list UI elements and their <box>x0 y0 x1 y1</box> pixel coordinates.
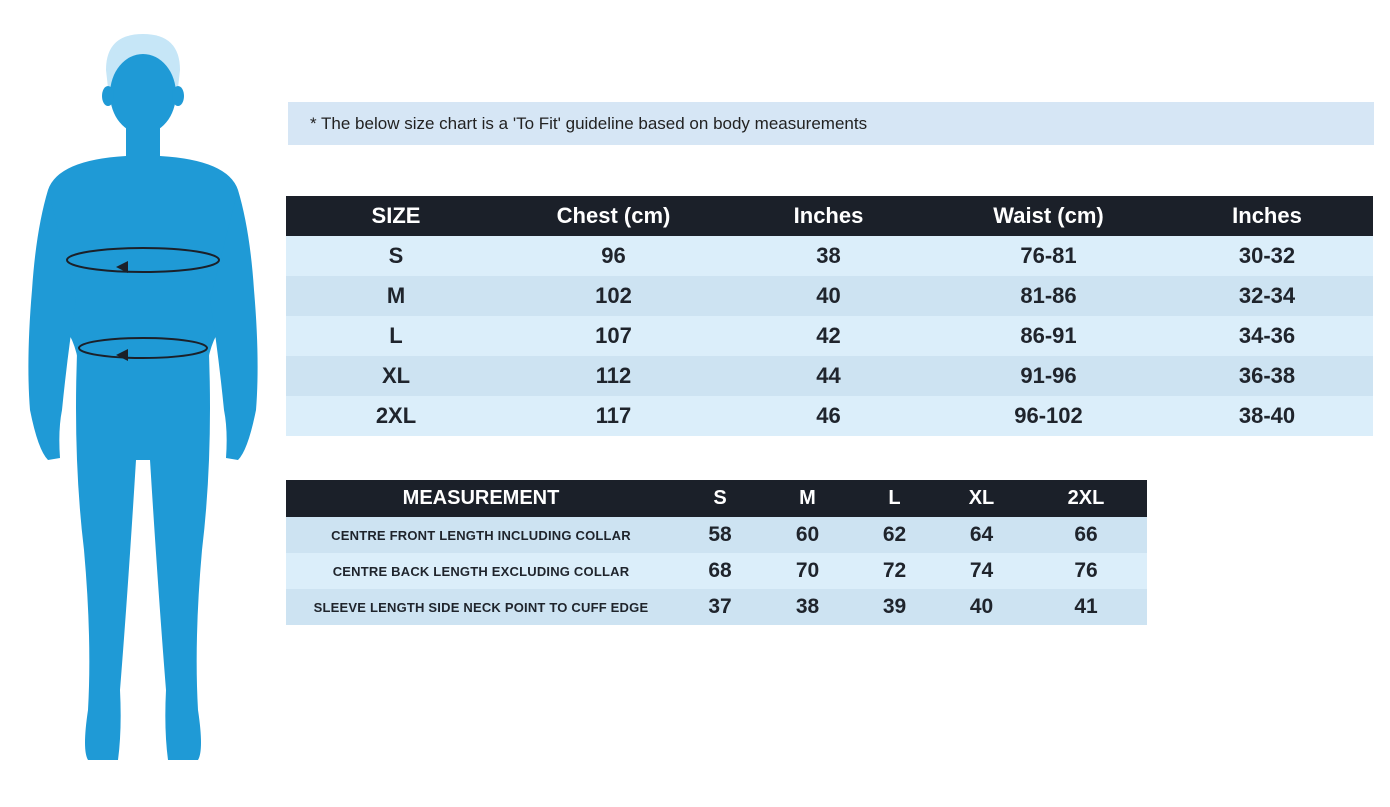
measurement-value-2xl: 41 <box>1025 589 1147 625</box>
size-m-header: M <box>764 480 851 517</box>
chest-inches-cell: 38 <box>721 236 936 276</box>
waist-cm-cell: 76-81 <box>936 236 1161 276</box>
waist-cm-cell: 91-96 <box>936 356 1161 396</box>
table-row <box>286 236 1373 276</box>
measurement-value-l: 62 <box>851 517 938 553</box>
measurement-value-s: 68 <box>676 553 764 589</box>
chest-inches-cell: 44 <box>721 356 936 396</box>
measurement-value-l: 39 <box>851 589 938 625</box>
chest-cm-header: Chest (cm) <box>506 196 721 236</box>
waist-inches-cell: 38-40 <box>1161 396 1373 436</box>
measurement-value-2xl: 66 <box>1025 517 1147 553</box>
chest-inches-cell: 40 <box>721 276 936 316</box>
chest-cm-cell: 112 <box>506 356 721 396</box>
size-header: SIZE <box>286 196 506 236</box>
measurement-value-l: 72 <box>851 553 938 589</box>
waist-cm-cell: 86-91 <box>936 316 1161 356</box>
waist-cm-cell: 96-102 <box>936 396 1161 436</box>
size-cell: 2XL <box>286 396 506 436</box>
size-guideline-note: * The below size chart is a 'To Fit' guideline based on body measurements <box>288 102 1374 145</box>
table-row <box>286 396 1373 436</box>
waist-inches-cell: 30-32 <box>1161 236 1373 276</box>
chest-cm-cell: 102 <box>506 276 721 316</box>
chest-cm-cell: 96 <box>506 236 721 276</box>
waist-inches-cell: 32-34 <box>1161 276 1373 316</box>
measurement-label: CENTRE FRONT LENGTH INCLUDING COLLAR <box>286 517 676 553</box>
size-chart-header-row <box>286 196 1373 236</box>
measurement-value-xl: 74 <box>938 553 1025 589</box>
size-2xl-header: 2XL <box>1025 480 1147 517</box>
size-xl-header: XL <box>938 480 1025 517</box>
waist-inches-cell: 34-36 <box>1161 316 1373 356</box>
measurement-header-row <box>286 480 1147 517</box>
measurement-label: CENTRE BACK LENGTH EXCLUDING COLLAR <box>286 553 676 589</box>
waist-inches-cell: 36-38 <box>1161 356 1373 396</box>
measurement-value-m: 38 <box>764 589 851 625</box>
table-row <box>286 316 1373 356</box>
chest-inches-cell: 46 <box>721 396 936 436</box>
measurement-value-2xl: 76 <box>1025 553 1147 589</box>
chest-inches-header: Inches <box>721 196 936 236</box>
measurement-label: SLEEVE LENGTH SIDE NECK POINT TO CUFF EDGE <box>286 589 676 625</box>
waist-cm-cell: 81-86 <box>936 276 1161 316</box>
table-row <box>286 589 1147 625</box>
measurement-value-xl: 40 <box>938 589 1025 625</box>
measurement-value-xl: 64 <box>938 517 1025 553</box>
measurement-value-m: 60 <box>764 517 851 553</box>
table-row <box>286 356 1373 396</box>
chest-cm-cell: 107 <box>506 316 721 356</box>
table-row <box>286 553 1147 589</box>
measurement-header: MEASUREMENT <box>286 480 676 517</box>
measurement-value-s: 58 <box>676 517 764 553</box>
table-row <box>286 517 1147 553</box>
measurement-value-s: 37 <box>676 589 764 625</box>
chest-cm-cell: 117 <box>506 396 721 436</box>
size-cell: XL <box>286 356 506 396</box>
body-figure-illustration <box>18 30 268 770</box>
measurement-value-m: 70 <box>764 553 851 589</box>
size-l-header: L <box>851 480 938 517</box>
size-cell: S <box>286 236 506 276</box>
garment-measurement-table <box>286 480 1147 625</box>
size-s-header: S <box>676 480 764 517</box>
size-cell: L <box>286 316 506 356</box>
chest-inches-cell: 42 <box>721 316 936 356</box>
size-cell: M <box>286 276 506 316</box>
waist-cm-header: Waist (cm) <box>936 196 1161 236</box>
size-chart-table <box>286 196 1373 436</box>
table-row <box>286 276 1373 316</box>
waist-inches-header: Inches <box>1161 196 1373 236</box>
